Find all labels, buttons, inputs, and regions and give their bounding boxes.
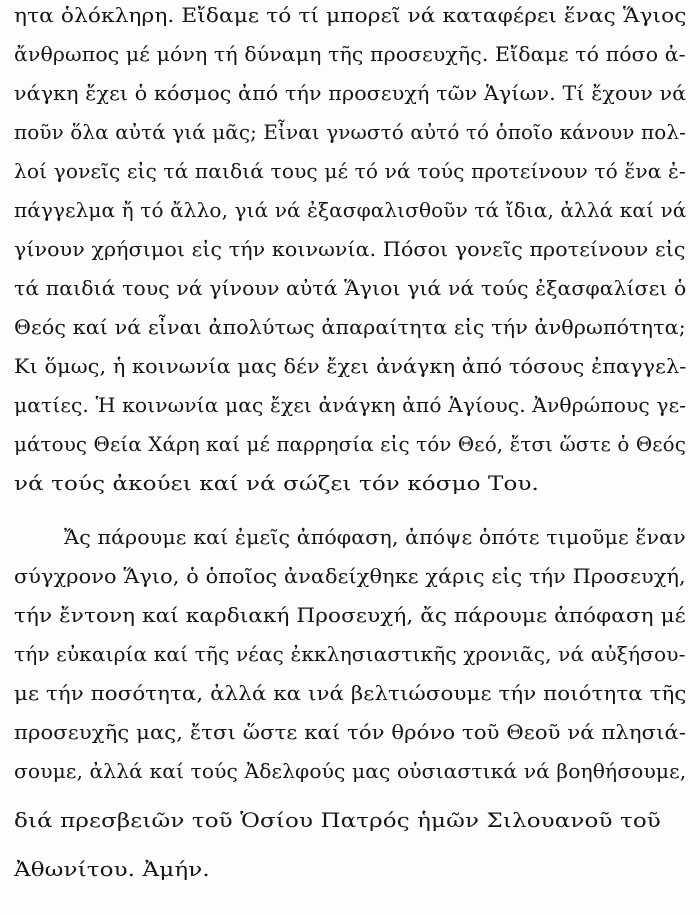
text-line: Ἀθωνίτου. Ἀμήν. bbox=[14, 857, 210, 881]
text-line: σουμε, ἀλλά καί τούς Ἀδελφούς μας οὐσιαστικά νά βοηθήσουμε, bbox=[14, 759, 687, 783]
text-line: προσευχῆς μας, ἔτσι ὥστε καί τόν θρόνο τοῦ Θεοῦ νά πλησιά- bbox=[14, 720, 687, 744]
text-line: σύγχρονο Ἅγιο, ὁ ὁποῖος ἀναδείχθηκε χάρις εἰς τήν Προσευχή, bbox=[14, 564, 686, 588]
text-line: τήν εὐκαιρία καί τῆς νέας ἐκκλησιαστικῆς χρονιᾶς, νά αὐξήσου- bbox=[14, 642, 686, 666]
text-line: ητα ὁλόκληρη. Εἴδαμε τό τί μπορεῖ νά καταφέρει ἕνας Ἅγιος bbox=[14, 3, 687, 27]
text-line: Κι ὅμως, ἡ κοινωνία μας δέν ἔχει ἀνάγκη ἀπό τόσους ἐπαγγελ- bbox=[14, 354, 687, 378]
text-line: μάτους Θεία Χάρη καί μέ παρρησία εἰς τόν Θεό, ἔτσι ὥστε ὁ Θεός bbox=[14, 432, 686, 456]
text-line: ἄνθρωπος μέ μόνη τή δύναμη τῆς προσευχῆς. Εἴδαμε τό πόσο ἀ- bbox=[14, 42, 686, 66]
text-line: τήν ἔντονη καί καρδιακή Προσευχή, ἄς πάρουμε ἀπόφαση μέ bbox=[14, 603, 686, 627]
text-line: γίνουν χρήσιμοι εἰς τήν κοινωνία. Πόσοι γονεῖς προτείνουν εἰς bbox=[14, 237, 686, 261]
text-line: τά παιδιά τους νά γίνουν αὐτά Ἅγιοι γιά νά τούς ἐξασφαλίσει ὁ bbox=[14, 276, 687, 300]
text-line: πάγγελμα ἤ τό ἄλλο, γιά νά ἐξασφαλισθοῦν τά ἴδια, ἀλλά καί νά bbox=[14, 198, 687, 222]
text-line: με τήν ποσότητα, ἀλλά κα ινά βελτιώσουμε τήν ποιότητα τῆς bbox=[14, 681, 687, 705]
text-line: Θεός καί νά εἶναι ἀπολύτως ἀπαραίτητα εἰς τήν ἀνθρωπότητα; bbox=[14, 315, 686, 339]
text-line: νάγκη ἔχει ὁ κόσμος ἀπό τήν προσευχή τῶν Ἁγίων. Τί ἔχουν νά bbox=[14, 81, 687, 105]
text-line: ποῦν ὅλα αὐτά γιά μᾶς; Εἶναι γνωστό αὐτό τό ὁποῖο κάνουν πολ- bbox=[14, 120, 686, 144]
text-line: νά τούς ἀκούει καί νά σώζει τόν κόσμο Του. bbox=[14, 471, 539, 495]
text-line-indented: Ἄς πάρουμε καί ἐμεῖς ἀπόφαση, ἀπόψε ὁπότε τιμοῦμε ἕναν bbox=[64, 525, 686, 549]
text-line: διά πρεσβειῶν τοῦ Ὁσίου Πατρός ἡμῶν Σιλουανοῦ τοῦ bbox=[14, 808, 661, 832]
text-line: λοί γονεῖς εἰς τά παιδιά τους μέ τό νά τούς προτείνουν τό ἕνα ἐ- bbox=[14, 159, 686, 183]
text-line: ματίες. Ἡ κοινωνία μας ἔχει ἀνάγκη ἀπό Ἁγίους. Ἀνθρώπους γε- bbox=[14, 393, 687, 417]
